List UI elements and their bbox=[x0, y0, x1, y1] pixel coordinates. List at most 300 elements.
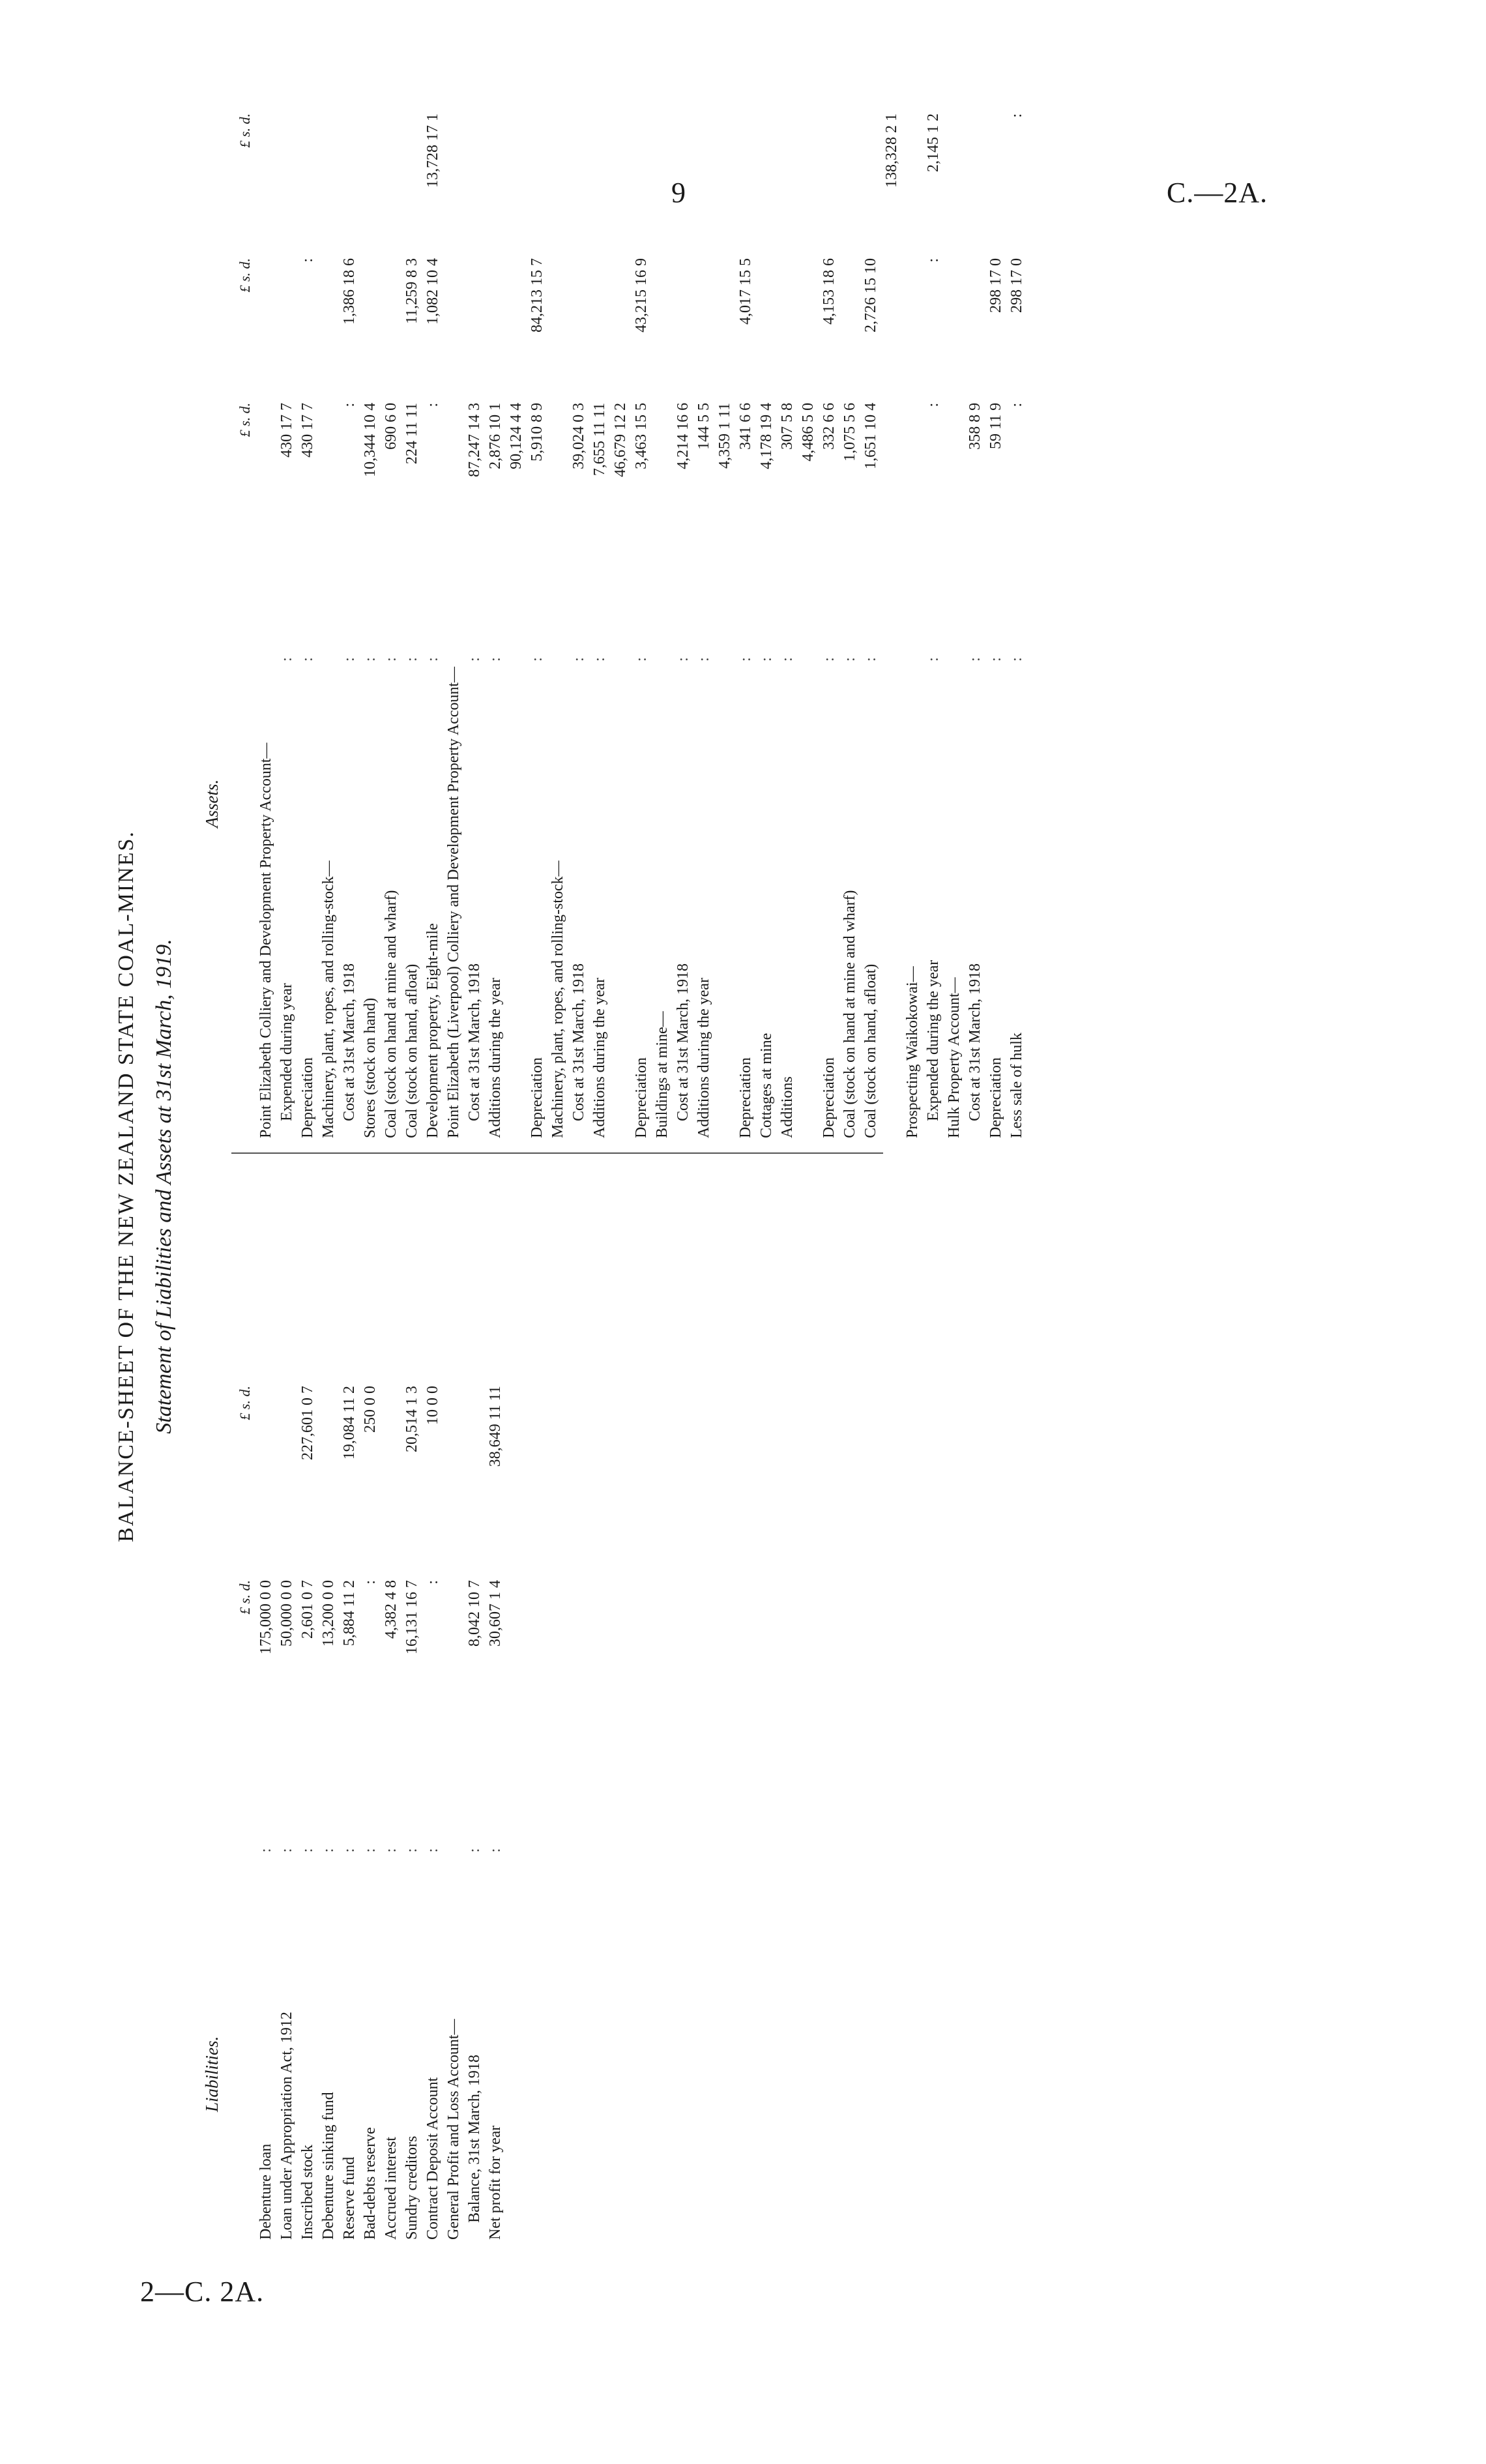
col-header: £ s. d. bbox=[237, 1386, 253, 1420]
row-label: Bad-debts reserve bbox=[362, 2127, 379, 2240]
row-label: Buildings at mine— bbox=[654, 1011, 671, 1138]
table-row bbox=[923, 111, 944, 1141]
amount-cell: 332 6 6 bbox=[821, 402, 838, 450]
row-label: Inscribed stock bbox=[299, 2145, 316, 2240]
page-number: 9 bbox=[671, 177, 686, 209]
leader-dots: : bbox=[675, 653, 692, 662]
amount-cell bbox=[443, 400, 464, 545]
leader-dots: : bbox=[383, 1844, 400, 1853]
leader-dots: : bbox=[821, 653, 838, 662]
table-row bbox=[485, 1383, 506, 2242]
amount-cell bbox=[318, 111, 339, 256]
amount-cell: 13,728 17 1 bbox=[424, 113, 441, 188]
column-divider bbox=[231, 1152, 883, 1154]
row-label: Coal (stock on hand, afloat) bbox=[862, 963, 879, 1138]
leader-dots: : bbox=[841, 653, 858, 662]
col-header: £ s. d. bbox=[237, 402, 253, 437]
liabilities-table bbox=[235, 1383, 506, 2242]
table-row bbox=[714, 111, 735, 1141]
amount-cell bbox=[673, 111, 693, 256]
leader-dots: : bbox=[925, 653, 942, 662]
leader-dots: : bbox=[278, 1844, 295, 1853]
table-row bbox=[610, 111, 631, 1141]
amount-cell: 2,876 10 1 bbox=[487, 402, 504, 469]
amount-cell: : bbox=[299, 257, 316, 263]
amount-cell: 3,463 15 5 bbox=[633, 402, 650, 469]
leader-dots: : bbox=[341, 1844, 358, 1853]
amount-cell: 7,655 11 11 bbox=[591, 402, 608, 477]
amount-cell bbox=[547, 400, 568, 545]
sheet-title: BALANCE-SHEET OF THE NEW ZEALAND STATE COAL-MINES. bbox=[114, 830, 138, 1542]
amount-cell bbox=[443, 111, 464, 256]
table-row bbox=[339, 1383, 360, 2242]
leader-dots bbox=[944, 545, 965, 664]
amount-cell bbox=[839, 256, 860, 400]
amount-cell bbox=[276, 1383, 297, 1577]
col-header: £ s. d. bbox=[237, 113, 253, 148]
leader-dots bbox=[506, 545, 527, 664]
leader-dots bbox=[652, 545, 673, 664]
leader-dots: : bbox=[403, 653, 420, 662]
amount-cell bbox=[756, 111, 777, 256]
amount-cell bbox=[798, 111, 819, 256]
leader-dots: : bbox=[862, 653, 879, 662]
amount-cell: 4,153 18 6 bbox=[821, 257, 838, 325]
col-header: £ s. d. bbox=[237, 1580, 253, 1615]
amount-cell bbox=[255, 1383, 276, 1577]
amount-cell bbox=[464, 256, 485, 400]
amount-cell bbox=[568, 256, 589, 400]
table-row bbox=[589, 111, 610, 1141]
amount-cell bbox=[276, 256, 297, 400]
table-row bbox=[673, 111, 693, 1141]
leader-dots: : bbox=[403, 1844, 420, 1853]
table-row bbox=[297, 111, 318, 1141]
amount-cell: 5,884 11 2 bbox=[341, 1580, 358, 1647]
leader-dots: : bbox=[758, 653, 775, 662]
table-row bbox=[464, 1383, 485, 2242]
row-label: Depreciation bbox=[529, 1057, 546, 1138]
row-label: Cost at 31st March, 1918 bbox=[341, 963, 358, 1121]
amount-cell: 4,214 16 6 bbox=[675, 402, 692, 469]
table-row bbox=[735, 111, 756, 1141]
amount-cell: 4,178 19 4 bbox=[758, 402, 775, 469]
row-label: Contract Deposit Account bbox=[424, 2077, 441, 2240]
amount-cell: 46,679 12 2 bbox=[612, 402, 629, 477]
amount-cell bbox=[276, 111, 297, 256]
leader-dots: : bbox=[466, 653, 483, 662]
amount-cell bbox=[443, 1383, 464, 1577]
amount-cell bbox=[485, 111, 506, 256]
amount-cell bbox=[464, 111, 485, 256]
amount-cell: 39,024 0 3 bbox=[570, 402, 587, 469]
row-label: Expended during year bbox=[278, 983, 295, 1121]
row-label: Less sale of hulk bbox=[1008, 1033, 1025, 1138]
row-label: Stores (stock on hand) bbox=[362, 997, 379, 1138]
amount-cell bbox=[777, 256, 798, 400]
table-row bbox=[902, 111, 923, 1141]
leader-dots: : bbox=[341, 653, 358, 662]
amount-cell: : bbox=[424, 1580, 441, 1585]
leader-dots: : bbox=[257, 1844, 274, 1853]
amount-cell: 250 0 0 bbox=[362, 1386, 379, 1433]
amount-cell bbox=[839, 111, 860, 256]
leader-dots: : bbox=[737, 653, 754, 662]
amount-cell bbox=[527, 111, 547, 256]
amount-cell: 90,124 4 4 bbox=[508, 402, 525, 469]
amount-cell: 144 5 5 bbox=[695, 402, 712, 450]
row-label: Reserve fund bbox=[341, 2156, 358, 2240]
table-row bbox=[527, 111, 547, 1141]
amount-cell bbox=[318, 400, 339, 545]
amount-cell: 4,017 15 5 bbox=[737, 257, 754, 325]
leader-dots: : bbox=[278, 653, 295, 662]
amount-cell bbox=[568, 111, 589, 256]
row-label: Additions during the year bbox=[487, 978, 504, 1138]
leader-dots bbox=[318, 545, 339, 664]
amount-cell: 1,075 5 6 bbox=[841, 402, 858, 462]
amount-cell: 19,084 11 2 bbox=[341, 1386, 358, 1460]
leader-dots bbox=[798, 545, 819, 664]
row-label: Cost at 31st March, 1918 bbox=[570, 963, 587, 1121]
amount-cell: 298 17 0 bbox=[987, 257, 1004, 313]
amount-cell: 2,145 1 2 bbox=[925, 113, 942, 172]
row-label: Expended during the year bbox=[925, 960, 942, 1121]
amount-cell bbox=[547, 111, 568, 256]
leader-dots bbox=[902, 545, 923, 664]
leader-dots: : bbox=[299, 653, 316, 662]
amount-cell bbox=[255, 400, 276, 545]
row-label: Debenture sinking fund bbox=[320, 2092, 337, 2240]
amount-cell bbox=[443, 1577, 464, 1772]
amount-cell: 87,247 14 3 bbox=[466, 402, 483, 477]
row-label: Depreciation bbox=[737, 1057, 754, 1138]
amount-cell: 430 17 7 bbox=[299, 402, 316, 458]
leader-dots: : bbox=[487, 653, 504, 662]
amount-cell: 43,215 16 9 bbox=[633, 257, 650, 332]
table-row bbox=[255, 111, 276, 1141]
amount-cell bbox=[902, 256, 923, 400]
amount-cell bbox=[318, 256, 339, 400]
amount-cell: 13,200 0 0 bbox=[320, 1580, 337, 1647]
table-row bbox=[276, 111, 297, 1141]
row-label: Cottages at mine bbox=[758, 1033, 775, 1138]
amount-cell bbox=[652, 111, 673, 256]
amount-cell: : bbox=[1008, 402, 1025, 407]
amount-cell bbox=[693, 256, 714, 400]
row-label: Point Elizabeth Colliery and Development Property Account— bbox=[257, 742, 274, 1138]
amount-cell bbox=[860, 111, 881, 256]
table-row bbox=[1006, 111, 1027, 1141]
row-label: Cost at 31st March, 1918 bbox=[967, 963, 983, 1121]
leader-dots: : bbox=[779, 653, 796, 662]
amount-cell: 20,514 1 3 bbox=[403, 1386, 420, 1452]
amount-cell bbox=[318, 1383, 339, 1577]
amount-cell bbox=[631, 111, 652, 256]
row-label: Net profit for year bbox=[487, 2125, 504, 2240]
amount-cell bbox=[693, 111, 714, 256]
row-label: Depreciation bbox=[299, 1057, 316, 1138]
leader-dots: : bbox=[1008, 653, 1025, 662]
table-row bbox=[860, 111, 881, 1141]
liabilities-heading: Liabilities. bbox=[202, 2036, 222, 2112]
leader-dots: : bbox=[529, 653, 546, 662]
leader-dots: : bbox=[967, 653, 983, 662]
row-label: Coal (stock on hand at mine and wharf) bbox=[841, 890, 858, 1138]
row-label: Additions during the year bbox=[695, 978, 712, 1138]
amount-cell bbox=[881, 256, 902, 400]
amount-cell: 341 6 6 bbox=[737, 402, 754, 450]
table-row bbox=[360, 111, 381, 1141]
table-row bbox=[547, 111, 568, 1141]
row-label: Prospecting Waikokowai— bbox=[904, 966, 921, 1138]
amount-cell: : bbox=[925, 257, 942, 263]
amount-cell: 16,131 16 7 bbox=[403, 1580, 420, 1654]
amount-cell: 2,726 15 10 bbox=[862, 257, 879, 332]
amount-cell: : bbox=[362, 1580, 379, 1585]
table-row bbox=[693, 111, 714, 1141]
table-row bbox=[985, 111, 1006, 1141]
amount-cell: 358 8 9 bbox=[967, 402, 983, 450]
table-row bbox=[401, 1383, 422, 2242]
amount-cell bbox=[610, 111, 631, 256]
amount-cell: 430 17 7 bbox=[278, 402, 295, 458]
leader-dots: : bbox=[424, 1844, 441, 1853]
amount-cell: : bbox=[925, 402, 942, 407]
amount-cell bbox=[881, 400, 902, 545]
table-row bbox=[318, 111, 339, 1141]
table-row bbox=[798, 111, 819, 1141]
amount-cell bbox=[777, 111, 798, 256]
amount-cell bbox=[485, 256, 506, 400]
amount-cell bbox=[652, 400, 673, 545]
amount-cell bbox=[381, 111, 401, 256]
assets-table bbox=[235, 111, 1027, 1141]
amount-cell bbox=[401, 111, 422, 256]
table-row bbox=[381, 111, 401, 1141]
row-label: Additions during the year bbox=[591, 978, 608, 1138]
leader-dots bbox=[443, 545, 464, 664]
amount-cell: 1,386 18 6 bbox=[341, 257, 358, 325]
amount-cell: 50,000 0 0 bbox=[278, 1580, 295, 1647]
leader-dots: : bbox=[383, 653, 400, 662]
table-row bbox=[965, 111, 985, 1141]
assets-col-headers bbox=[235, 111, 255, 1141]
amount-cell bbox=[965, 111, 985, 256]
row-label: Loan under Appropriation Act, 1912 bbox=[278, 2012, 295, 2240]
amount-cell bbox=[381, 256, 401, 400]
row-label: Development property, Eight-mile bbox=[424, 923, 441, 1138]
leader-dots: : bbox=[695, 653, 712, 662]
row-label bbox=[506, 664, 527, 1141]
liabilities-col-headers bbox=[235, 1383, 255, 2242]
amount-cell: 84,213 15 7 bbox=[529, 257, 546, 332]
row-label: Hulk Property Account— bbox=[946, 977, 963, 1138]
row-label: General Profit and Loss Account— bbox=[445, 2019, 462, 2240]
amount-cell: 59 11 9 bbox=[987, 402, 1004, 449]
amount-cell bbox=[902, 111, 923, 256]
amount-cell: 11,259 8 3 bbox=[403, 257, 420, 325]
amount-cell bbox=[714, 256, 735, 400]
amount-cell bbox=[944, 400, 965, 545]
amount-cell: 30,607 1 4 bbox=[487, 1580, 504, 1647]
amount-cell bbox=[297, 111, 318, 256]
leader-dots: : bbox=[362, 1844, 379, 1853]
table-row bbox=[297, 1383, 318, 2242]
table-row bbox=[339, 111, 360, 1141]
amount-cell: 1,651 10 4 bbox=[862, 402, 879, 469]
table-row bbox=[422, 1383, 443, 2242]
table-row bbox=[401, 111, 422, 1141]
table-row bbox=[443, 1383, 464, 2242]
leader-dots: : bbox=[633, 653, 650, 662]
leader-dots: : bbox=[987, 653, 1004, 662]
row-label bbox=[881, 664, 902, 1141]
row-label: Depreciation bbox=[821, 1057, 838, 1138]
amount-cell: 38,649 11 11 bbox=[487, 1386, 504, 1467]
amount-cell bbox=[589, 111, 610, 256]
page-code: C.—2A. bbox=[1167, 177, 1268, 209]
row-label: Point Elizabeth (Liverpool) Colliery and Development Property Account— bbox=[445, 666, 462, 1138]
table-row bbox=[506, 111, 527, 1141]
row-label: Sundry creditors bbox=[403, 2135, 420, 2240]
row-label: Depreciation bbox=[987, 1057, 1004, 1138]
amount-cell: : bbox=[1008, 113, 1025, 118]
leader-dots: : bbox=[591, 653, 608, 662]
amount-cell: : bbox=[424, 402, 441, 407]
table-row bbox=[652, 111, 673, 1141]
row-label: Coal (stock on hand, afloat) bbox=[403, 963, 420, 1138]
amount-cell bbox=[506, 111, 527, 256]
row-label: Debenture loan bbox=[257, 2143, 274, 2240]
table-row bbox=[944, 111, 965, 1141]
leader-dots: : bbox=[320, 1844, 337, 1853]
amount-cell: 10,344 10 4 bbox=[362, 402, 379, 477]
row-label: Additions bbox=[779, 1076, 796, 1138]
amount-cell: 175,000 0 0 bbox=[257, 1580, 274, 1654]
col-header: £ s. d. bbox=[237, 257, 253, 293]
leader-dots: : bbox=[466, 1844, 483, 1853]
amount-cell bbox=[735, 111, 756, 256]
row-label: Cost at 31st March, 1918 bbox=[675, 963, 692, 1121]
amount-cell bbox=[673, 256, 693, 400]
footer-code: 2—C. 2A. bbox=[140, 2276, 265, 2308]
amount-cell bbox=[944, 111, 965, 256]
amount-cell bbox=[902, 400, 923, 545]
assets-heading: Assets. bbox=[202, 779, 222, 828]
table-row bbox=[777, 111, 798, 1141]
row-label bbox=[798, 664, 819, 1141]
leader-dots: : bbox=[424, 653, 441, 662]
leader-dots bbox=[714, 545, 735, 664]
balance-sheet bbox=[114, 111, 1274, 2262]
row-label: Coal (stock on hand at mine and wharf) bbox=[383, 890, 400, 1138]
row-label: Accrued interest bbox=[383, 2137, 400, 2240]
table-row bbox=[381, 1383, 401, 2242]
amount-cell bbox=[381, 1383, 401, 1577]
amount-cell: 138,328 2 1 bbox=[883, 113, 900, 188]
leader-dots bbox=[255, 545, 276, 664]
amount-cell: 2,601 0 7 bbox=[299, 1580, 316, 1639]
amount-cell bbox=[360, 256, 381, 400]
table-row bbox=[756, 111, 777, 1141]
table-row bbox=[318, 1383, 339, 2242]
table-row bbox=[422, 111, 443, 1141]
row-label: Depreciation bbox=[633, 1057, 650, 1138]
amount-cell: 10 0 0 bbox=[424, 1386, 441, 1425]
amount-cell: 4,359 1 11 bbox=[716, 402, 733, 469]
amount-cell bbox=[944, 256, 965, 400]
amount-cell bbox=[965, 256, 985, 400]
amount-cell bbox=[506, 256, 527, 400]
amount-cell: 5,910 8 9 bbox=[529, 402, 546, 462]
row-label bbox=[610, 664, 631, 1141]
row-label: Machinery, plant, ropes, and rolling-stock— bbox=[320, 860, 337, 1138]
table-row bbox=[360, 1383, 381, 2242]
amount-cell: 227,601 0 7 bbox=[299, 1386, 316, 1460]
leader-dots: : bbox=[362, 653, 379, 662]
amount-cell bbox=[714, 111, 735, 256]
leader-dots bbox=[547, 545, 568, 664]
amount-cell: 8,042 10 7 bbox=[466, 1580, 483, 1647]
amount-cell: 690 6 0 bbox=[383, 402, 400, 450]
amount-cell: : bbox=[341, 402, 358, 407]
leader-dots: : bbox=[299, 1844, 316, 1853]
sheet-subtitle: Statement of Liabilities and Assets at 31st March, 1919. bbox=[152, 939, 176, 1434]
amount-cell bbox=[339, 111, 360, 256]
amount-cell bbox=[443, 256, 464, 400]
amount-cell: 4,382 4 8 bbox=[383, 1580, 400, 1639]
table-row bbox=[276, 1383, 297, 2242]
table-row bbox=[464, 111, 485, 1141]
row-label bbox=[714, 664, 735, 1141]
amount-cell bbox=[798, 256, 819, 400]
amount-cell bbox=[652, 256, 673, 400]
leader-dots bbox=[443, 1772, 464, 1855]
table-row bbox=[839, 111, 860, 1141]
row-label: Balance, 31st March, 1918 bbox=[466, 2055, 483, 2223]
amount-cell: 4,486 5 0 bbox=[800, 402, 817, 462]
amount-cell: 307 5 8 bbox=[779, 402, 796, 450]
amount-cell: 1,082 10 4 bbox=[424, 257, 441, 325]
table-row bbox=[819, 111, 839, 1141]
amount-cell bbox=[610, 256, 631, 400]
row-label: Machinery, plant, ropes, and rolling-stock— bbox=[549, 860, 566, 1138]
table-row bbox=[485, 111, 506, 1141]
leader-dots: : bbox=[570, 653, 587, 662]
leader-dots bbox=[881, 545, 902, 664]
amount-cell bbox=[819, 111, 839, 256]
amount-cell: 224 11 11 bbox=[403, 402, 420, 465]
table-row bbox=[255, 1383, 276, 2242]
table-row bbox=[443, 111, 464, 1141]
amount-cell: 298 17 0 bbox=[1008, 257, 1025, 313]
leader-dots: : bbox=[487, 1844, 504, 1853]
leader-dots bbox=[610, 545, 631, 664]
amount-cell bbox=[589, 256, 610, 400]
table-row bbox=[881, 111, 902, 1141]
table-row bbox=[631, 111, 652, 1141]
amount-cell bbox=[464, 1383, 485, 1577]
row-label: Cost at 31st March, 1918 bbox=[466, 963, 483, 1121]
amount-cell bbox=[985, 111, 1006, 256]
amount-cell bbox=[255, 256, 276, 400]
amount-cell bbox=[255, 111, 276, 256]
table-row bbox=[568, 111, 589, 1141]
amount-cell bbox=[360, 111, 381, 256]
amount-cell bbox=[756, 256, 777, 400]
amount-cell bbox=[547, 256, 568, 400]
